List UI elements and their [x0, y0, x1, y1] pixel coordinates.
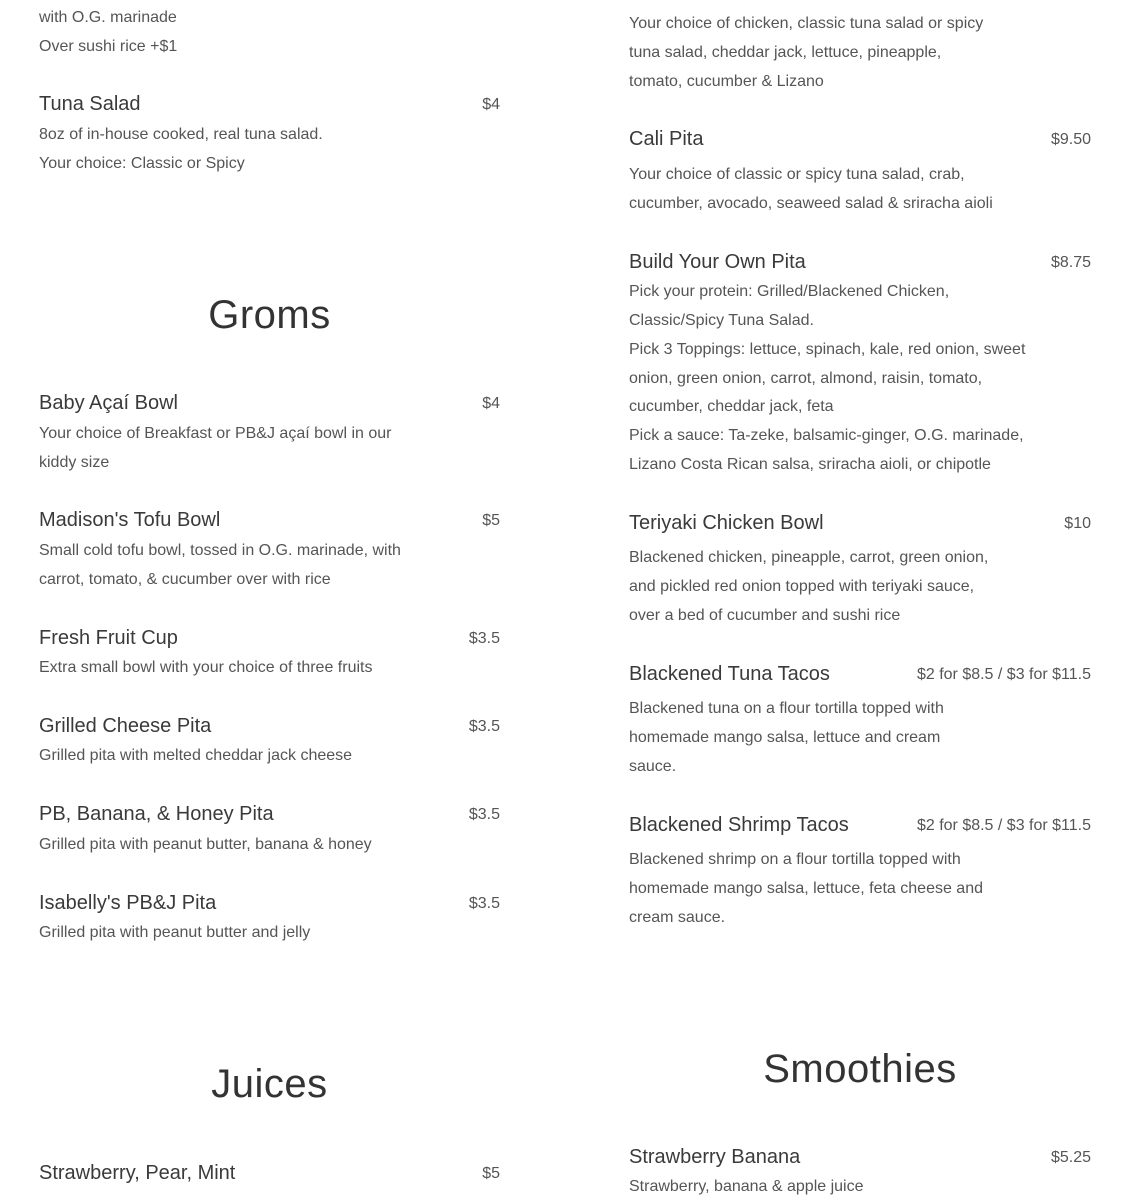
- item-description: Extra small bowl with your choice of three fruits: [39, 659, 373, 676]
- item-description: Blackened chicken, pineapple, carrot, green onion,: [629, 549, 989, 566]
- item-name: Baby Açaí Bowl: [39, 392, 178, 414]
- item-description: Strawberry, banana & apple juice: [629, 1178, 864, 1195]
- item-description: cucumber, cheddar jack, feta: [629, 398, 834, 415]
- item-description: sauce.: [629, 758, 677, 775]
- item-description: 8oz of in-house cooked, real tuna salad.: [39, 126, 323, 143]
- item-description: onion, green onion, carrot, almond, raisin, tomato,: [629, 370, 983, 387]
- item-name: Fresh Fruit Cup: [39, 627, 178, 649]
- item-name: Isabelly's PB&J Pita: [39, 892, 217, 914]
- item-name: Build Your Own Pita: [629, 251, 806, 273]
- item-name: Cali Pita: [629, 128, 704, 150]
- item-description: Classic/Spicy Tuna Salad.: [629, 312, 814, 329]
- item-price: $5.25: [1050, 1149, 1091, 1166]
- item-description: Over sushi rice +$1: [39, 38, 178, 55]
- item-price: $3.5: [468, 895, 500, 912]
- section-title-juices: Juices: [211, 1062, 328, 1106]
- item-description: Blackened tuna on a flour tortilla topped with: [629, 700, 944, 717]
- item-price: $2 for $8.5 / $3 for $11.5: [916, 666, 1091, 683]
- item-name: Blackened Shrimp Tacos: [629, 814, 849, 836]
- item-description: Grilled pita with peanut butter, banana & honey: [39, 836, 372, 853]
- item-price: $5: [482, 1165, 500, 1182]
- item-description: tomato, cucumber & Lizano: [629, 73, 824, 90]
- item-description: Your choice of Breakfast or PB&J açaí bowl in our: [39, 425, 392, 442]
- item-price: $4: [482, 395, 500, 412]
- item-price: $3.5: [468, 718, 500, 735]
- item-description: homemade mango salsa, lettuce, feta cheese and: [629, 880, 983, 897]
- item-description: Pick your protein: Grilled/Blackened Chicken,: [629, 283, 950, 300]
- item-description: Pick a sauce: Ta-zeke, balsamic-ginger, O.G. marinade,: [629, 427, 1024, 444]
- item-description: Grilled pita with melted cheddar jack cheese: [39, 747, 353, 764]
- item-description: with O.G. marinade: [39, 9, 177, 26]
- item-description: cream sauce.: [629, 909, 726, 926]
- item-name: Blackened Tuna Tacos: [629, 663, 830, 685]
- item-price: $3.5: [468, 630, 500, 647]
- item-name: PB, Banana, & Honey Pita: [39, 803, 274, 825]
- item-price: $3.5: [468, 806, 500, 823]
- item-description: over a bed of cucumber and sushi rice: [629, 607, 901, 624]
- item-description: Your choice of chicken, classic tuna salad or spicy: [629, 15, 984, 32]
- item-description: Blackened shrimp on a flour tortilla topped with: [629, 851, 961, 868]
- item-price: $5: [482, 512, 500, 529]
- item-price: $4: [482, 96, 500, 113]
- section-title-smoothies: Smoothies: [763, 1047, 957, 1091]
- item-name: Tuna Salad: [39, 93, 141, 115]
- item-description: Small cold tofu bowl, tossed in O.G. marinade, with: [39, 542, 401, 559]
- item-description: carrot, tomato, & cucumber over with rice: [39, 571, 331, 588]
- item-price: $2 for $8.5 / $3 for $11.5: [916, 817, 1091, 834]
- item-description: kiddy size: [39, 454, 110, 471]
- item-description: Pick 3 Toppings: lettuce, spinach, kale, red onion, sweet: [629, 341, 1026, 358]
- item-description: Lizano Costa Rican salsa, sriracha aioli, or chipotle: [629, 456, 991, 473]
- item-price: $8.75: [1050, 254, 1091, 271]
- item-name: Strawberry Banana: [629, 1146, 801, 1168]
- item-description: homemade mango salsa, lettuce and cream: [629, 729, 941, 746]
- item-name: Madison's Tofu Bowl: [39, 509, 221, 531]
- item-name: Grilled Cheese Pita: [39, 715, 212, 737]
- item-description: tuna salad, cheddar jack, lettuce, pineapple,: [629, 44, 942, 61]
- item-name: Teriyaki Chicken Bowl: [629, 512, 824, 534]
- item-description: Grilled pita with peanut butter and jelly: [39, 924, 311, 941]
- item-description: and pickled red onion topped with teriyaki sauce,: [629, 578, 975, 595]
- item-price: $10: [1064, 515, 1091, 532]
- item-price: $9.50: [1050, 131, 1091, 148]
- item-description: Your choice of classic or spicy tuna salad, crab,: [629, 166, 965, 183]
- section-title-groms: Groms: [208, 293, 331, 337]
- item-description: Your choice: Classic or Spicy: [39, 155, 245, 172]
- item-name: Strawberry, Pear, Mint: [39, 1162, 236, 1184]
- item-description: cucumber, avocado, seaweed salad & sriracha aioli: [629, 195, 993, 212]
